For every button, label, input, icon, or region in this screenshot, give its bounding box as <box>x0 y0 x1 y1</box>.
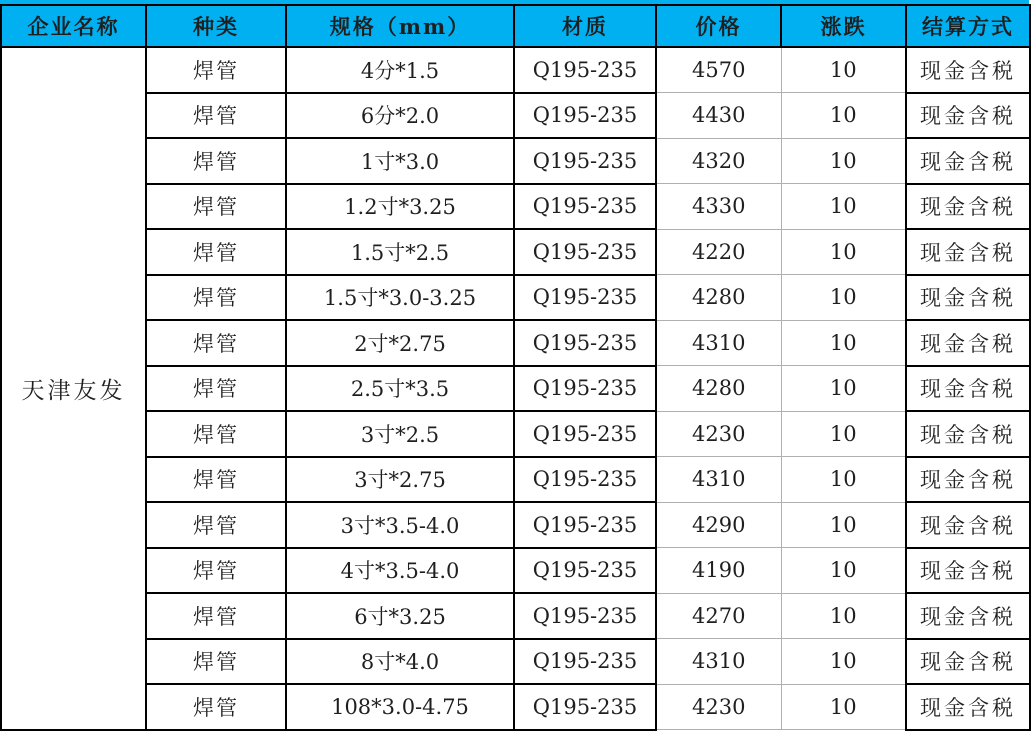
cell-settlement: 现金含税 <box>906 184 1030 230</box>
cell-kind: 焊管 <box>146 548 286 594</box>
cell-change: 10 <box>781 639 906 685</box>
cell-material: Q195-235 <box>514 93 656 139</box>
cell-material: Q195-235 <box>514 457 656 503</box>
cell-change: 10 <box>781 366 906 412</box>
cell-kind: 焊管 <box>146 320 286 366</box>
cell-material: Q195-235 <box>514 639 656 685</box>
table-row <box>1 639 1030 685</box>
table-row <box>1 320 1030 366</box>
cell-change: 10 <box>781 229 906 275</box>
cell-material: Q195-235 <box>514 229 656 275</box>
cell-price: 4310 <box>656 320 781 366</box>
steel-pipe-price-table <box>0 4 1031 731</box>
cell-change: 10 <box>781 502 906 548</box>
cell-kind: 焊管 <box>146 411 286 457</box>
cell-kind: 焊管 <box>146 275 286 321</box>
cell-price: 4320 <box>656 138 781 184</box>
cell-spec: 3寸*2.75 <box>286 457 514 503</box>
cell-change: 10 <box>781 457 906 503</box>
table-row <box>1 184 1030 230</box>
cell-material: Q195-235 <box>514 184 656 230</box>
cell-settlement: 现金含税 <box>906 93 1030 139</box>
cell-kind: 焊管 <box>146 684 286 730</box>
cell-settlement: 现金含税 <box>906 47 1030 93</box>
cell-price: 4310 <box>656 457 781 503</box>
cell-settlement: 现金含税 <box>906 275 1030 321</box>
cell-material: Q195-235 <box>514 366 656 412</box>
cell-change: 10 <box>781 684 906 730</box>
cell-material: Q195-235 <box>514 47 656 93</box>
cell-material: Q195-235 <box>514 138 656 184</box>
header-cell-change: 涨跌 <box>781 5 906 47</box>
company-name-cell: 天津友发 <box>1 47 146 730</box>
cell-change: 10 <box>781 93 906 139</box>
header-cell-kind: 种类 <box>146 5 286 47</box>
cell-settlement: 现金含税 <box>906 457 1030 503</box>
cell-settlement: 现金含税 <box>906 366 1030 412</box>
table-row <box>1 411 1030 457</box>
cell-price: 4430 <box>656 93 781 139</box>
cell-spec: 2.5寸*3.5 <box>286 366 514 412</box>
cell-change: 10 <box>781 275 906 321</box>
cell-change: 10 <box>781 47 906 93</box>
cell-kind: 焊管 <box>146 366 286 412</box>
cell-kind: 焊管 <box>146 457 286 503</box>
header-cell-spec: 规格（mm） <box>286 5 514 47</box>
cell-price: 4230 <box>656 411 781 457</box>
cell-kind: 焊管 <box>146 93 286 139</box>
cell-price: 4310 <box>656 639 781 685</box>
cell-price: 4190 <box>656 548 781 594</box>
cell-price: 4290 <box>656 502 781 548</box>
cell-material: Q195-235 <box>514 502 656 548</box>
cell-spec: 1.2寸*3.25 <box>286 184 514 230</box>
cell-spec: 6分*2.0 <box>286 93 514 139</box>
cell-settlement: 现金含税 <box>906 684 1030 730</box>
table-row <box>1 457 1030 503</box>
cell-price: 4220 <box>656 229 781 275</box>
cell-settlement: 现金含税 <box>906 138 1030 184</box>
cell-kind: 焊管 <box>146 47 286 93</box>
cell-kind: 焊管 <box>146 593 286 639</box>
cell-settlement: 现金含税 <box>906 229 1030 275</box>
cell-spec: 1.5寸*2.5 <box>286 229 514 275</box>
cell-price: 4570 <box>656 47 781 93</box>
table-row <box>1 366 1030 412</box>
header-cell-company: 企业名称 <box>1 5 146 47</box>
cell-spec: 8寸*4.0 <box>286 639 514 685</box>
cell-spec: 4寸*3.5-4.0 <box>286 548 514 594</box>
header-cell-material: 材质 <box>514 5 656 47</box>
header-row <box>1 5 1030 47</box>
table-row <box>1 502 1030 548</box>
table-row <box>1 47 1030 93</box>
cell-spec: 3寸*3.5-4.0 <box>286 502 514 548</box>
cell-settlement: 现金含税 <box>906 411 1030 457</box>
table-row <box>1 593 1030 639</box>
table-row <box>1 93 1030 139</box>
cell-spec: 6寸*3.25 <box>286 593 514 639</box>
cell-price: 4280 <box>656 366 781 412</box>
cell-kind: 焊管 <box>146 184 286 230</box>
cell-settlement: 现金含税 <box>906 593 1030 639</box>
cell-price: 4280 <box>656 275 781 321</box>
table-row <box>1 138 1030 184</box>
cell-change: 10 <box>781 411 906 457</box>
cell-spec: 4分*1.5 <box>286 47 514 93</box>
cell-material: Q195-235 <box>514 548 656 594</box>
cell-spec: 3寸*2.5 <box>286 411 514 457</box>
cell-settlement: 现金含税 <box>906 502 1030 548</box>
cell-change: 10 <box>781 184 906 230</box>
cell-change: 10 <box>781 548 906 594</box>
table-row <box>1 275 1030 321</box>
cell-kind: 焊管 <box>146 502 286 548</box>
cell-spec: 2寸*2.75 <box>286 320 514 366</box>
cell-price: 4230 <box>656 684 781 730</box>
cell-material: Q195-235 <box>514 275 656 321</box>
cell-kind: 焊管 <box>146 138 286 184</box>
cell-material: Q195-235 <box>514 411 656 457</box>
cell-material: Q195-235 <box>514 593 656 639</box>
table-body <box>1 47 1030 730</box>
table-row <box>1 684 1030 730</box>
table-row <box>1 548 1030 594</box>
cell-change: 10 <box>781 138 906 184</box>
cell-material: Q195-235 <box>514 684 656 730</box>
cell-settlement: 现金含税 <box>906 639 1030 685</box>
cell-spec: 1寸*3.0 <box>286 138 514 184</box>
header-cell-settlement: 结算方式 <box>906 5 1030 47</box>
cell-spec: 1.5寸*3.0-3.25 <box>286 275 514 321</box>
header-cell-price: 价格 <box>656 5 781 47</box>
table-header <box>1 5 1030 47</box>
cell-material: Q195-235 <box>514 320 656 366</box>
cell-price: 4270 <box>656 593 781 639</box>
cell-price: 4330 <box>656 184 781 230</box>
cell-settlement: 现金含税 <box>906 320 1030 366</box>
cell-change: 10 <box>781 320 906 366</box>
cell-spec: 108*3.0-4.75 <box>286 684 514 730</box>
cell-kind: 焊管 <box>146 229 286 275</box>
table-row <box>1 229 1030 275</box>
cell-kind: 焊管 <box>146 639 286 685</box>
cell-change: 10 <box>781 593 906 639</box>
cell-settlement: 现金含税 <box>906 548 1030 594</box>
